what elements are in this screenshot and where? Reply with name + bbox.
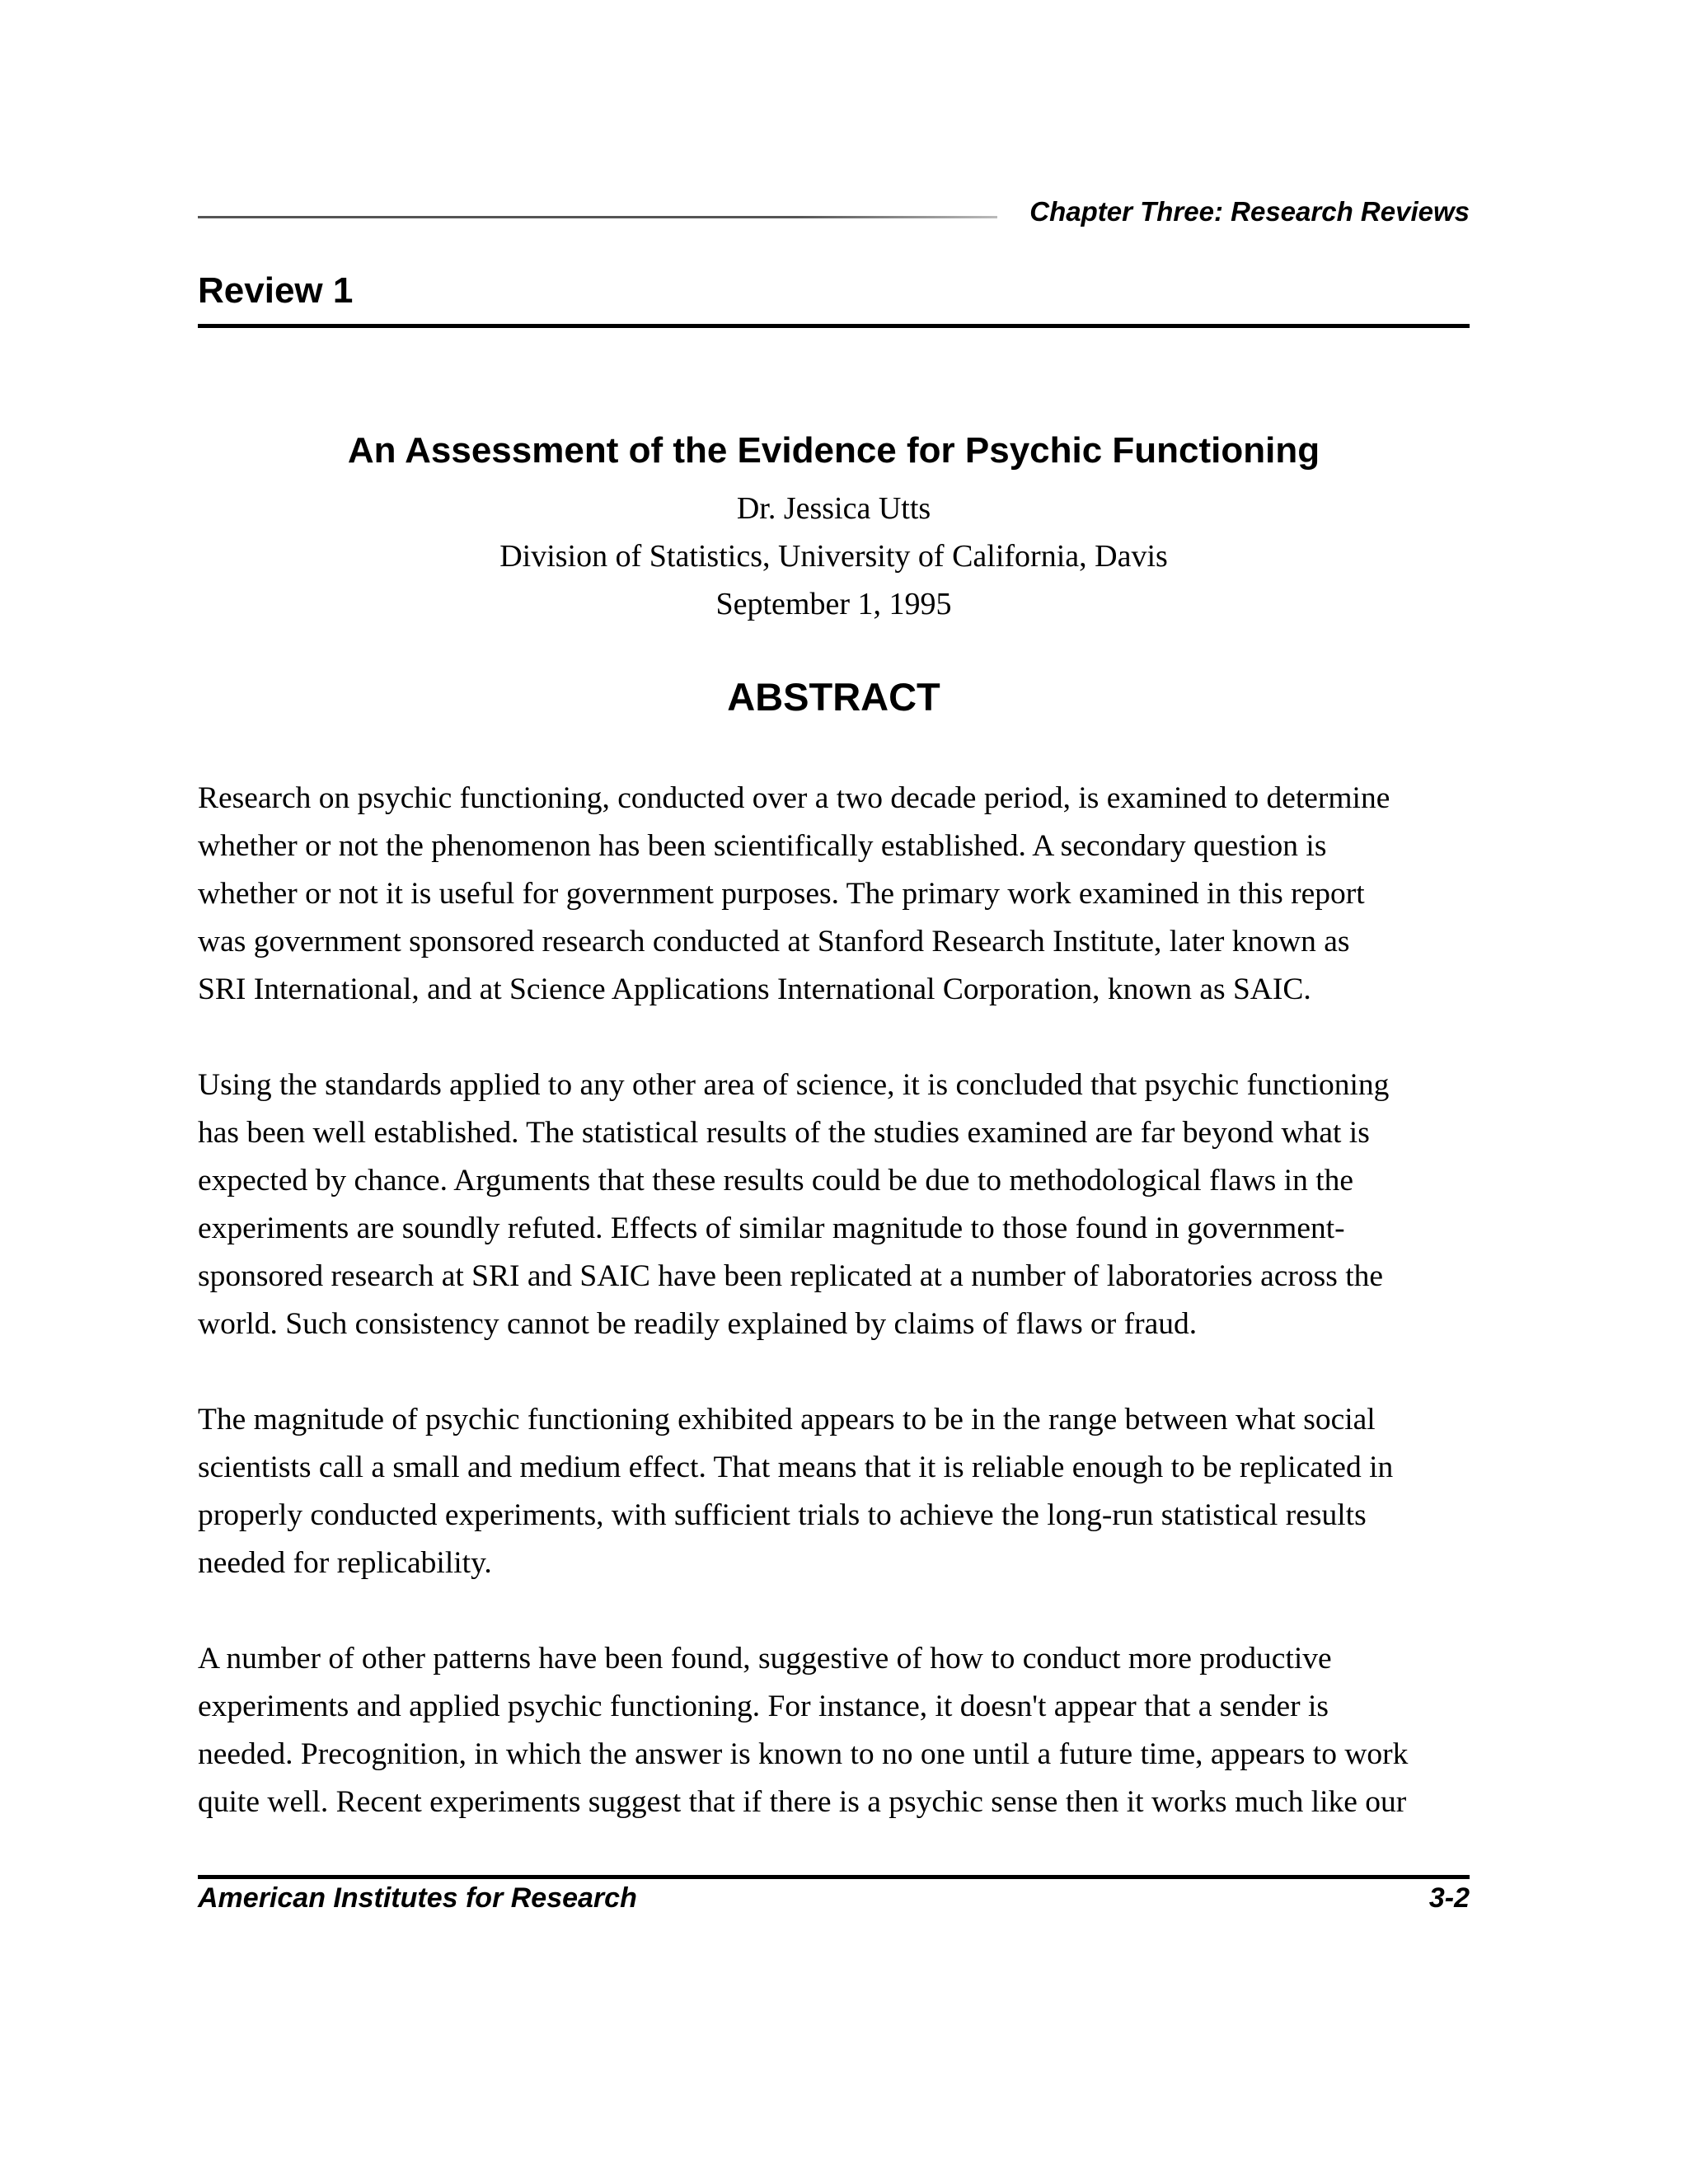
paragraph-line: Using the standards applied to any other area of science, it is concluded that psychic functioning (198, 1068, 1390, 1102)
header-rule (198, 216, 997, 218)
paragraph-line: whether or not the phenomenon has been scientifically established. A secondary question is (198, 829, 1327, 863)
publication-date: September 1, 1995 (715, 587, 952, 621)
abstract-paragraph-1 (198, 775, 1471, 1014)
abstract-paragraph-3 (198, 1396, 1471, 1587)
footer-organization: American Institutes for Research (198, 1882, 637, 1914)
paragraph-line: sponsored research at SRI and SAIC have been replicated at a number of laboratories across the (198, 1259, 1384, 1293)
document-title: An Assessment of the Evidence for Psychic Functioning (347, 430, 1320, 471)
paragraph-line: quite well. Recent experiments suggest that if there is a psychic sense then it works much like our (198, 1785, 1407, 1819)
paragraph-line: experiments and applied psychic functioning. For instance, it doesn't appear that a sender is (198, 1690, 1329, 1723)
paragraph-line: needed. Precognition, in which the answer is known to no one until a future time, appears to work (198, 1737, 1409, 1771)
abstract-heading: ABSTRACT (727, 675, 940, 719)
author-name: Dr. Jessica Utts (736, 491, 931, 526)
abstract-paragraph-2 (198, 1062, 1471, 1348)
paragraph-line: needed for replicability. (198, 1546, 492, 1580)
footer-rule (198, 1875, 1470, 1879)
paragraph-line: properly conducted experiments, with sufficient trials to achieve the long-run statistical results (198, 1498, 1367, 1532)
paragraph-line: scientists call a small and medium effect. That means that it is reliable enough to be replicated in (198, 1451, 1394, 1484)
paragraph-line: whether or not it is useful for government purposes. The primary work examined in this report (198, 877, 1365, 911)
author-affiliation: Division of Statistics, University of California, Davis (499, 539, 1168, 574)
paragraph-line: expected by chance. Arguments that these results could be due to methodological flaws in the (198, 1164, 1354, 1197)
paragraph-line: Research on psychic functioning, conducted over a two decade period, is examined to determine (198, 781, 1390, 815)
abstract-paragraph-4 (198, 1635, 1471, 1826)
paragraph-line: A number of other patterns have been found, suggestive of how to conduct more productive (198, 1642, 1332, 1675)
paragraph-line: SRI International, and at Science Applications International Corporation, known as SAIC. (198, 972, 1311, 1006)
paragraph-line: world. Such consistency cannot be readily explained by claims of flaws or fraud. (198, 1307, 1198, 1341)
page-number: 3-2 (1428, 1882, 1470, 1914)
paragraph-line: has been well established. The statistical results of the studies examined are far beyond what is (198, 1116, 1370, 1150)
review-label: Review 1 (198, 270, 354, 311)
paragraph-line: experiments are soundly refuted. Effects of similar magnitude to those found in government- (198, 1212, 1345, 1245)
paragraph-line: The magnitude of psychic functioning exhibited appears to be in the range between what social (198, 1403, 1376, 1436)
chapter-title: Chapter Three: Research Reviews (1029, 196, 1470, 227)
review-divider (198, 324, 1470, 328)
paragraph-line: was government sponsored research conducted at Stanford Research Institute, later known as (198, 925, 1350, 958)
abstract-body (198, 775, 1471, 1874)
